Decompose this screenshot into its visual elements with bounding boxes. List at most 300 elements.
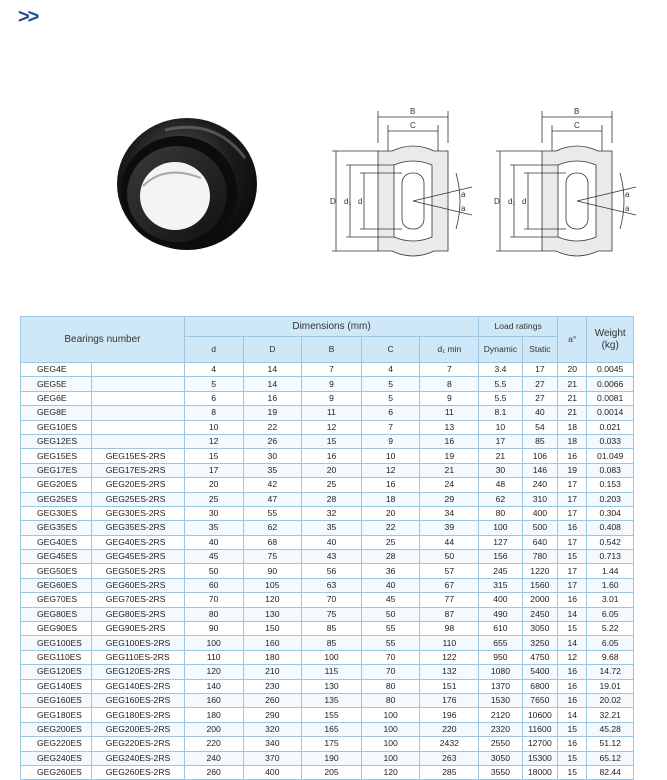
table-cell: 6 [361, 406, 420, 420]
table-cell: 15 [558, 722, 587, 736]
table-cell: 196 [420, 708, 479, 722]
table-cell: 17 [558, 506, 587, 520]
diagram-label-C: C [574, 121, 580, 130]
table-cell: GEG110ES-2RS [91, 650, 184, 664]
table-cell: 610 [479, 622, 522, 636]
header-d: d [184, 337, 243, 363]
table-cell: 12 [302, 420, 362, 434]
table-cell: 8 [184, 406, 243, 420]
table-row [21, 593, 634, 607]
table-cell: 156 [479, 550, 522, 564]
table-cell: 20 [302, 463, 362, 477]
table-cell: 14 [558, 607, 587, 621]
table-cell: 5.5 [479, 377, 522, 391]
table-cell: 0.083 [587, 463, 634, 477]
table-cell: 7 [302, 363, 362, 377]
table-cell: 16 [558, 737, 587, 751]
table-cell: 105 [243, 578, 302, 592]
table-cell: 11600 [522, 722, 557, 736]
table-row [21, 550, 634, 564]
table-cell: GEG15ES [21, 449, 92, 463]
header-B: B [302, 337, 362, 363]
table-row [21, 636, 634, 650]
table-cell: GEG80ES [21, 607, 92, 621]
table-cell: 16 [361, 478, 420, 492]
header-D: D [243, 337, 302, 363]
table-cell: GEG90ES [21, 622, 92, 636]
table-cell: 22 [361, 521, 420, 535]
table-cell: 15300 [522, 751, 557, 765]
table-cell: GEG260ES [21, 765, 92, 779]
table-row [21, 650, 634, 664]
table-cell: 290 [243, 708, 302, 722]
table-cell: GEG25ES [21, 492, 92, 506]
table-cell: 1080 [479, 665, 522, 679]
table-cell: 17 [522, 363, 557, 377]
table-cell: 1370 [479, 679, 522, 693]
table-cell: GEG90ES-2RS [91, 622, 184, 636]
table-cell: 57 [420, 564, 479, 578]
table-cell: 0.408 [587, 521, 634, 535]
table-cell: 780 [522, 550, 557, 564]
table-cell: 47 [243, 492, 302, 506]
table-cell: 10600 [522, 708, 557, 722]
table-cell: GEG220ES [21, 737, 92, 751]
table-row [21, 708, 634, 722]
table-cell: 11 [420, 406, 479, 420]
table-cell: 5400 [522, 665, 557, 679]
table-cell: 18 [361, 492, 420, 506]
table-cell: 32 [302, 506, 362, 520]
table-cell: 30 [184, 506, 243, 520]
table-cell: 80 [361, 693, 420, 707]
table-cell: 260 [184, 765, 243, 779]
table-cell: 40 [184, 535, 243, 549]
table-cell: 43 [302, 550, 362, 564]
table-cell: 15 [558, 765, 587, 779]
table-cell: 400 [522, 506, 557, 520]
table-cell: 220 [184, 737, 243, 751]
bearing-photo [105, 108, 265, 258]
table-row [21, 478, 634, 492]
table-cell: 9 [420, 391, 479, 405]
table-row [21, 693, 634, 707]
diagram-label-a-top: a [625, 190, 630, 199]
table-cell: 16 [302, 449, 362, 463]
table-cell: 62 [479, 492, 522, 506]
table-cell: 19.01 [587, 679, 634, 693]
table-cell: GEG60ES [21, 578, 92, 592]
table-cell: 4 [361, 363, 420, 377]
table-cell: 3550 [479, 765, 522, 779]
table-cell: 146 [522, 463, 557, 477]
table-cell: 127 [479, 535, 522, 549]
table-cell: 0.713 [587, 550, 634, 564]
table-cell: 21 [558, 406, 587, 420]
table-cell: GEG60ES-2RS [91, 578, 184, 592]
table-cell: 16 [243, 391, 302, 405]
diagram-label-a-top: a [461, 190, 466, 199]
diagram-label-C: C [410, 121, 416, 130]
table-cell: 9 [302, 377, 362, 391]
table-cell: 14 [243, 363, 302, 377]
table-cell: GEG20ES [21, 478, 92, 492]
table-cell: 15 [558, 550, 587, 564]
table-cell: 17 [558, 535, 587, 549]
table-cell: 27 [522, 391, 557, 405]
table-row [21, 722, 634, 736]
table-cell: 5.5 [479, 391, 522, 405]
table-cell: 165 [302, 722, 362, 736]
cross-section-diagram-e [322, 103, 474, 275]
diagram-label-B: B [574, 107, 580, 116]
table-cell: 151 [420, 679, 479, 693]
table-row [21, 564, 634, 578]
diagram-label-d1: d₁ [344, 197, 352, 206]
table-cell: 132 [420, 665, 479, 679]
table-cell: 16 [558, 449, 587, 463]
table-cell: 0.033 [587, 434, 634, 448]
table-cell: 2320 [479, 722, 522, 736]
table-cell: 1530 [479, 693, 522, 707]
table-cell: 220 [420, 722, 479, 736]
table-cell: 15 [302, 434, 362, 448]
table-row [21, 406, 634, 420]
table-cell: 62 [243, 521, 302, 535]
table-cell: GEG80ES-2RS [91, 607, 184, 621]
table-cell: 490 [479, 607, 522, 621]
table-cell: 70 [184, 593, 243, 607]
table-cell: 3050 [479, 751, 522, 765]
table-cell: 50 [184, 564, 243, 578]
table-cell: 60 [184, 578, 243, 592]
table-cell: 87 [420, 607, 479, 621]
table-cell: 90 [184, 622, 243, 636]
table-cell: 7650 [522, 693, 557, 707]
table-cell: 9 [361, 434, 420, 448]
table-cell: 75 [302, 607, 362, 621]
table-cell: 190 [302, 751, 362, 765]
table-cell: 32.21 [587, 708, 634, 722]
table-cell: 205 [302, 765, 362, 779]
table-cell: GEG25ES-2RS [91, 492, 184, 506]
table-cell: 14 [558, 708, 587, 722]
table-cell: 9 [302, 391, 362, 405]
table-row [21, 363, 634, 377]
table-cell: 160 [184, 693, 243, 707]
table-cell: 5 [184, 377, 243, 391]
table-cell: 63 [302, 578, 362, 592]
table-cell: 106 [522, 449, 557, 463]
table-cell: 12 [361, 463, 420, 477]
diagram-label-D: D [330, 197, 336, 206]
diagram-label-d1: d₁ [508, 197, 516, 206]
table-row [21, 607, 634, 621]
table-cell: 16 [558, 593, 587, 607]
table-cell: 0.0081 [587, 391, 634, 405]
table-cell: 44 [420, 535, 479, 549]
table-row [21, 578, 634, 592]
table-cell: 0.0045 [587, 363, 634, 377]
table-cell: 400 [243, 765, 302, 779]
table-row [21, 765, 634, 779]
table-cell: 8 [420, 377, 479, 391]
table-cell: 0.304 [587, 506, 634, 520]
table-cell: 115 [302, 665, 362, 679]
table-cell: 75 [243, 550, 302, 564]
table-cell: 230 [243, 679, 302, 693]
table-cell: 55 [361, 622, 420, 636]
table-cell: 655 [479, 636, 522, 650]
table-cell: 14.72 [587, 665, 634, 679]
table-cell: 155 [302, 708, 362, 722]
table-cell: GEG200ES-2RS [91, 722, 184, 736]
table-cell: 175 [302, 737, 362, 751]
table-cell: 50 [420, 550, 479, 564]
table-cell: 122 [420, 650, 479, 664]
table-cell: 3250 [522, 636, 557, 650]
table-cell: 245 [479, 564, 522, 578]
table-cell: 25 [184, 492, 243, 506]
table-cell: 0.153 [587, 478, 634, 492]
bearing-spec-table [20, 316, 634, 780]
section-chevron-icon: >> [18, 6, 38, 28]
table-cell: 3.4 [479, 363, 522, 377]
table-cell: 400 [479, 593, 522, 607]
header-static: Static [522, 337, 557, 363]
table-cell: 19 [558, 463, 587, 477]
table-cell: 01.049 [587, 449, 634, 463]
table-cell: GEG70ES-2RS [91, 593, 184, 607]
table-cell: 2550 [479, 737, 522, 751]
table-cell [91, 406, 184, 420]
table-cell: 370 [243, 751, 302, 765]
table-cell: 45 [184, 550, 243, 564]
table-cell: 160 [243, 636, 302, 650]
header-a: a° [558, 317, 587, 363]
table-cell: 70 [302, 593, 362, 607]
table-cell: GEG50ES-2RS [91, 564, 184, 578]
table-cell: GEG45ES [21, 550, 92, 564]
header-dynamic: Dynamic [479, 337, 522, 363]
table-cell: 17 [558, 564, 587, 578]
table-cell: 640 [522, 535, 557, 549]
table-cell: 17 [184, 463, 243, 477]
table-cell: 110 [420, 636, 479, 650]
table-cell: 100 [361, 751, 420, 765]
table-cell: GEG110ES [21, 650, 92, 664]
table-cell: 16 [558, 693, 587, 707]
table-cell: 29 [420, 492, 479, 506]
table-cell: 85 [302, 622, 362, 636]
table-cell: 7 [361, 420, 420, 434]
table-cell: 15 [558, 622, 587, 636]
table-cell: 19 [420, 449, 479, 463]
table-cell: 7 [420, 363, 479, 377]
table-cell: 80 [184, 607, 243, 621]
table-row [21, 737, 634, 751]
table-cell: 120 [243, 593, 302, 607]
table-cell: 150 [243, 622, 302, 636]
table-row [21, 391, 634, 405]
table-cell: 26 [243, 434, 302, 448]
table-cell: 55 [243, 506, 302, 520]
table-cell: 5.22 [587, 622, 634, 636]
table-cell: 21 [420, 463, 479, 477]
table-cell: 40 [302, 535, 362, 549]
table-cell: 24 [420, 478, 479, 492]
table-cell: GEG160ES-2RS [91, 693, 184, 707]
table-cell: 100 [302, 650, 362, 664]
table-cell: GEG50ES [21, 564, 92, 578]
table-cell: 3.01 [587, 593, 634, 607]
table-row [21, 434, 634, 448]
table-row [21, 535, 634, 549]
table-cell: 18 [558, 420, 587, 434]
table-cell: 90 [243, 564, 302, 578]
table-cell: 35 [184, 521, 243, 535]
table-cell: 100 [184, 636, 243, 650]
table-cell: 12700 [522, 737, 557, 751]
table-cell: 4750 [522, 650, 557, 664]
table-cell: GEG35ES [21, 521, 92, 535]
table-cell: 6800 [522, 679, 557, 693]
table-cell: 100 [361, 737, 420, 751]
table-row [21, 622, 634, 636]
table-cell: 56 [302, 564, 362, 578]
table-cell: 4 [184, 363, 243, 377]
table-cell: 55 [361, 636, 420, 650]
table-cell: GEG17ES-2RS [91, 463, 184, 477]
table-cell: 20.02 [587, 693, 634, 707]
table-cell: 2432 [420, 737, 479, 751]
diagram-label-D: D [494, 197, 500, 206]
table-cell: 80 [479, 506, 522, 520]
table-cell: 17 [558, 578, 587, 592]
table-cell: 0.542 [587, 535, 634, 549]
table-cell: 80 [361, 679, 420, 693]
table-cell: GEG5E [21, 377, 92, 391]
table-cell: 28 [302, 492, 362, 506]
table-cell: 1.60 [587, 578, 634, 592]
diagram-label-d: d [358, 197, 363, 206]
table-cell: GEG10ES [21, 420, 92, 434]
table-cell: 19 [243, 406, 302, 420]
table-cell: 36 [361, 564, 420, 578]
table-cell: 0.021 [587, 420, 634, 434]
table-cell: GEG160ES [21, 693, 92, 707]
table-cell: 35 [243, 463, 302, 477]
table-row [21, 492, 634, 506]
table-cell: GEG100ES-2RS [91, 636, 184, 650]
table-cell: 25 [302, 478, 362, 492]
table-cell [91, 391, 184, 405]
table-row [21, 449, 634, 463]
table-cell: 98 [420, 622, 479, 636]
table-cell: 54 [522, 420, 557, 434]
table-cell: 16 [420, 434, 479, 448]
table-cell: GEG220ES-2RS [91, 737, 184, 751]
table-cell: 20 [361, 506, 420, 520]
table-cell: 25 [361, 535, 420, 549]
table-cell: 13 [420, 420, 479, 434]
table-cell: 21 [558, 377, 587, 391]
header-bearings-number: Bearings number [21, 317, 185, 363]
table-cell: 260 [243, 693, 302, 707]
table-cell: GEG180ES [21, 708, 92, 722]
header-dimensions: Dimensions (mm) [184, 317, 478, 337]
table-cell: 28 [361, 550, 420, 564]
table-cell: 120 [184, 665, 243, 679]
table-cell: 70 [361, 665, 420, 679]
header-C: C [361, 337, 420, 363]
table-cell: 85 [302, 636, 362, 650]
table-cell: 35 [302, 521, 362, 535]
table-row [21, 377, 634, 391]
table-cell: 12 [184, 434, 243, 448]
table-cell: 1560 [522, 578, 557, 592]
table-cell: GEG40ES-2RS [91, 535, 184, 549]
table-cell: 100 [361, 708, 420, 722]
table-cell: 180 [243, 650, 302, 664]
table-cell: 6.05 [587, 607, 634, 621]
table-cell: 12 [558, 650, 587, 664]
table-cell: 11 [302, 406, 362, 420]
table-cell: 240 [522, 478, 557, 492]
table-cell: 5 [361, 377, 420, 391]
table-cell: GEG30ES [21, 506, 92, 520]
table-cell: 16 [558, 679, 587, 693]
table-cell: 130 [302, 679, 362, 693]
table-cell: 950 [479, 650, 522, 664]
table-cell: GEG240ES-2RS [91, 751, 184, 765]
table-cell: 20 [184, 478, 243, 492]
table-cell: 14 [558, 636, 587, 650]
cross-section-diagram-es [486, 103, 638, 275]
table-cell: 77 [420, 593, 479, 607]
table-cell [91, 420, 184, 434]
table-cell: GEG20ES-2RS [91, 478, 184, 492]
table-cell: 500 [522, 521, 557, 535]
table-cell: 6 [184, 391, 243, 405]
table-cell: 110 [184, 650, 243, 664]
table-cell [91, 377, 184, 391]
table-cell: GEG100ES [21, 636, 92, 650]
diagram-label-d: d [522, 197, 527, 206]
table-cell: GEG200ES [21, 722, 92, 736]
table-cell: 3050 [522, 622, 557, 636]
table-cell: 21 [479, 449, 522, 463]
table-cell: 16 [558, 665, 587, 679]
table-row [21, 420, 634, 434]
table-cell: 140 [184, 679, 243, 693]
table-cell: 22 [243, 420, 302, 434]
table-cell: 18000 [522, 765, 557, 779]
table-cell: 180 [184, 708, 243, 722]
table-cell: 14 [243, 377, 302, 391]
table-cell: 100 [361, 722, 420, 736]
table-cell: 210 [243, 665, 302, 679]
table-cell: 120 [361, 765, 420, 779]
table-cell: 10 [361, 449, 420, 463]
header-weight: Weight (kg) [587, 317, 634, 363]
table-cell [91, 434, 184, 448]
table-cell: GEG70ES [21, 593, 92, 607]
diagram-label-a-bottom: a [461, 204, 466, 213]
table-cell: GEG8E [21, 406, 92, 420]
table-cell: GEG140ES [21, 679, 92, 693]
header-load-ratings: Load ratings [479, 317, 558, 337]
